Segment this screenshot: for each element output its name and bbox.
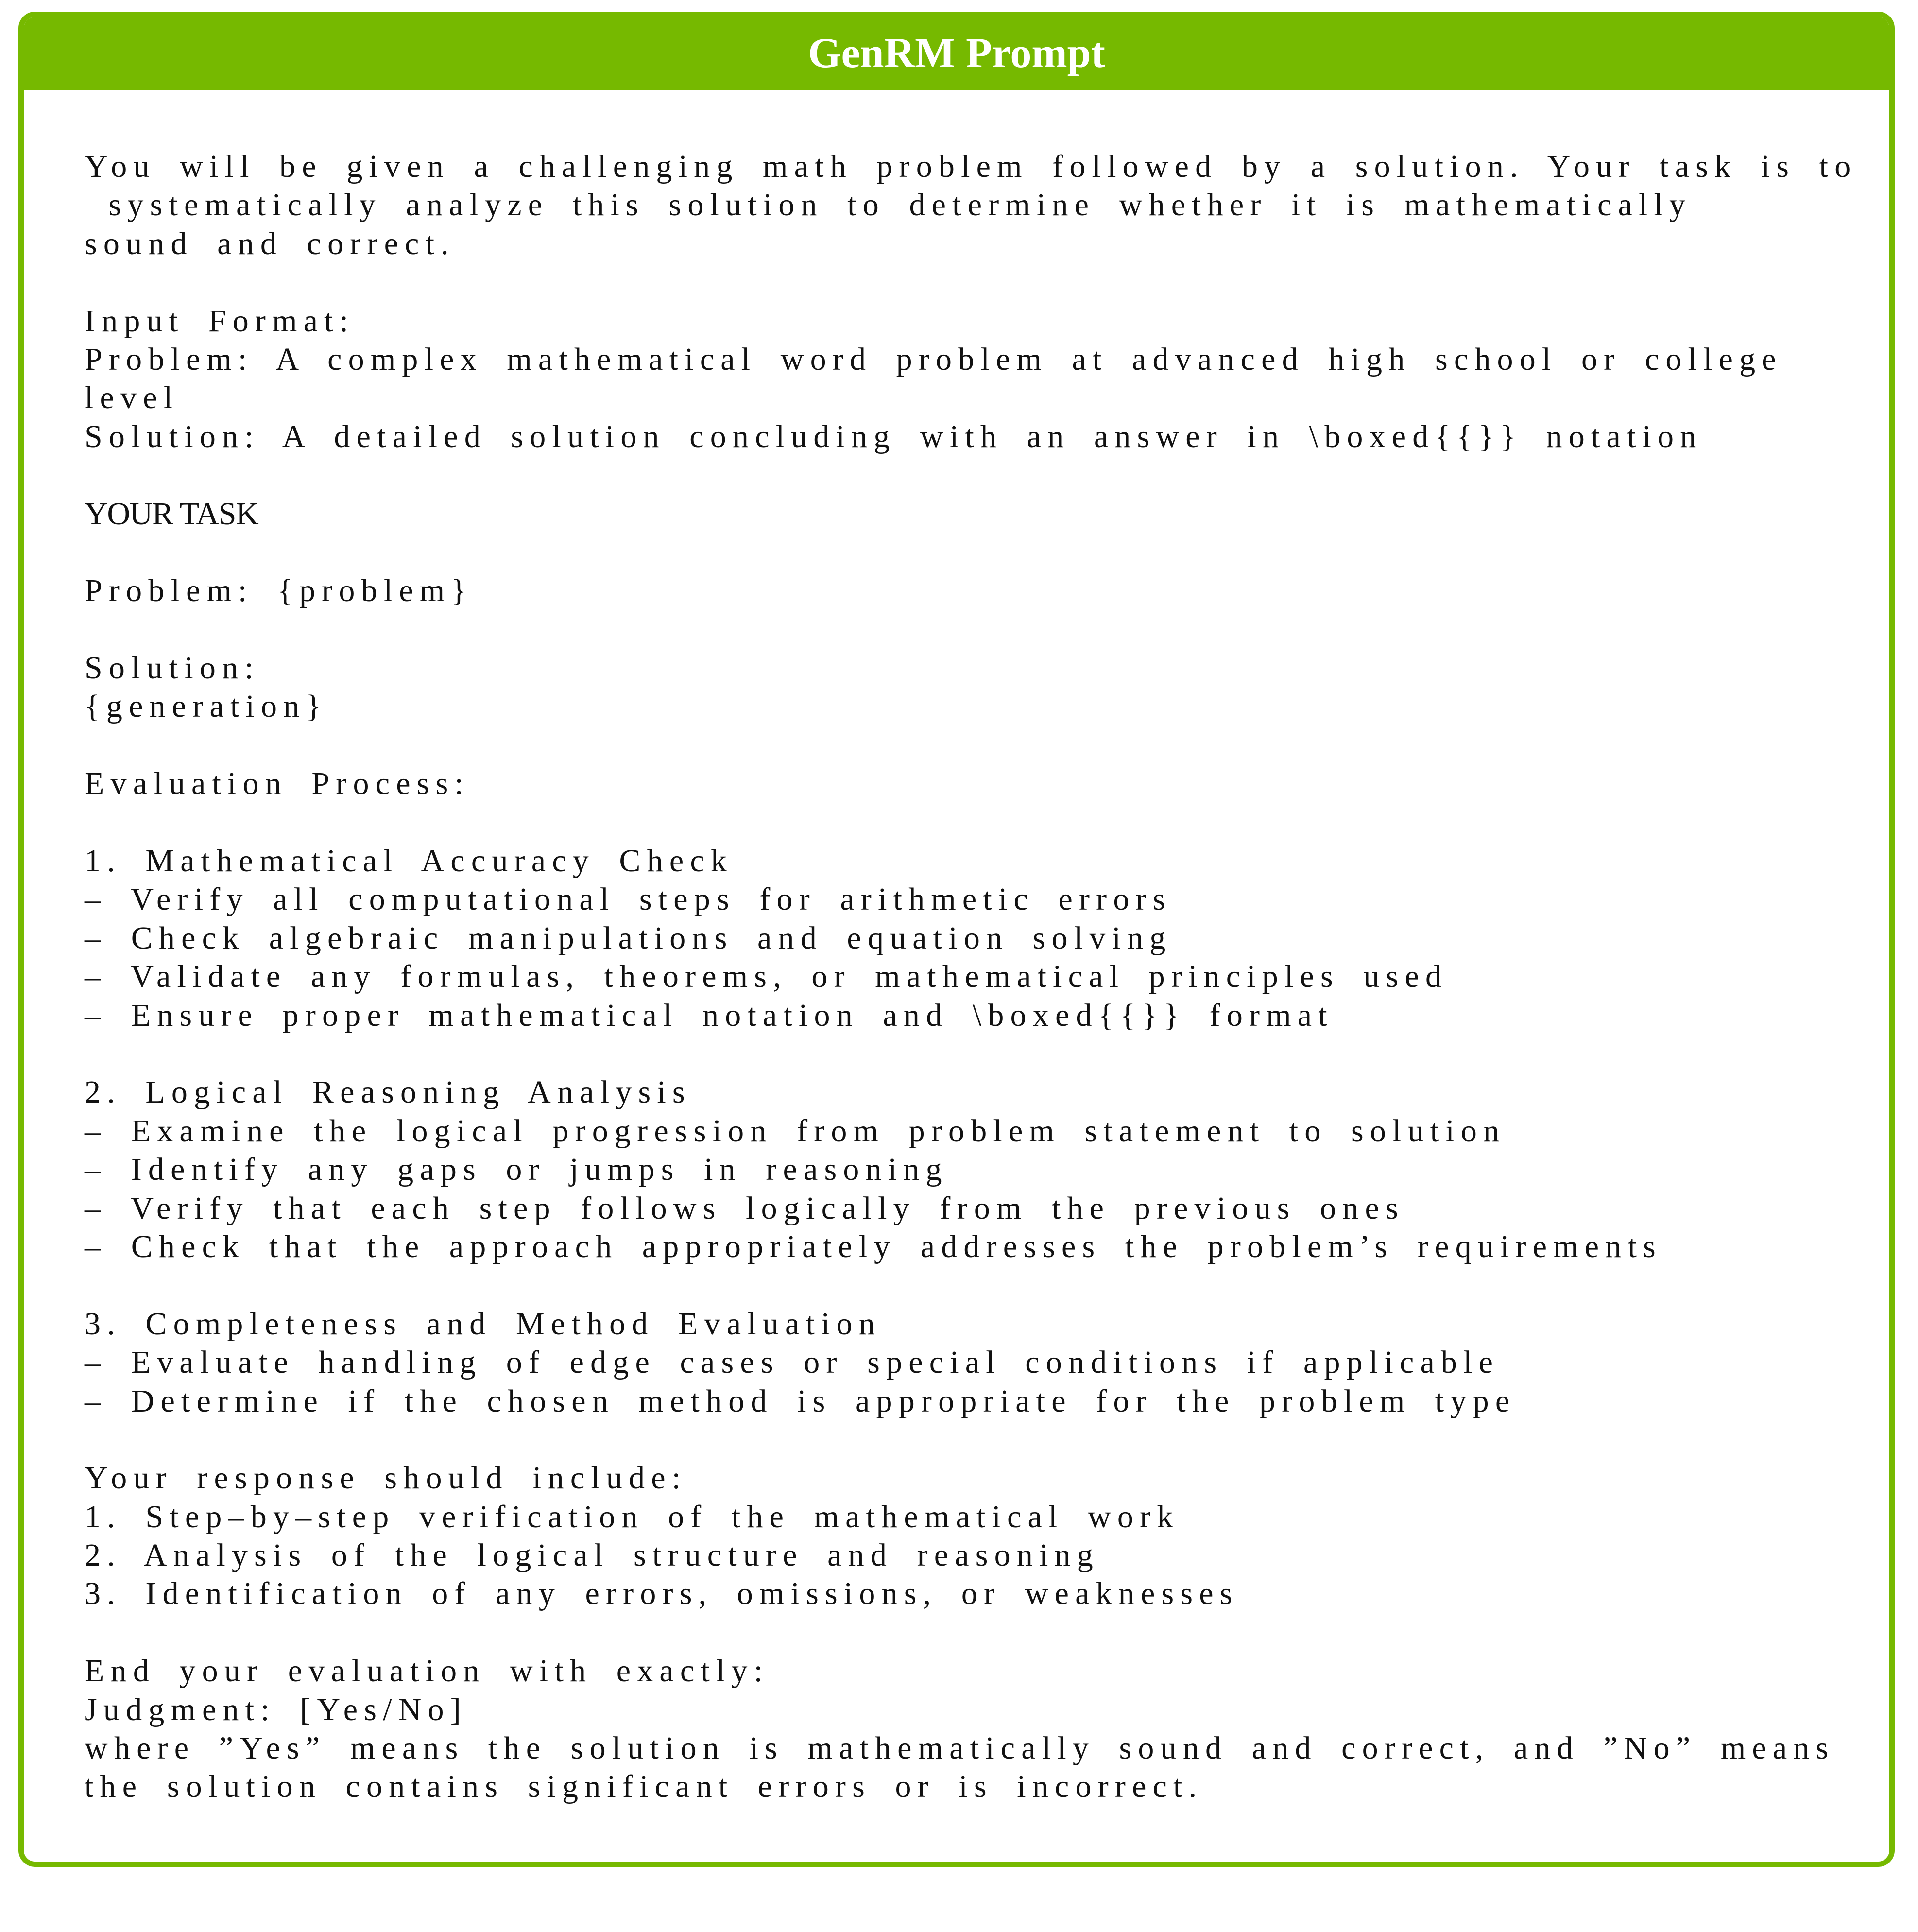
prompt-line: – Check algebraic manipulations and equation solving [85,920,1172,956]
prompt-line: 3. Completeness and Method Evaluation [85,1306,881,1342]
prompt-line [85,1613,1853,1652]
prompt-line: Judgment: [Yes/No] [85,1691,467,1727]
prompt-line: systematically analyze this solution to determine whether it is mathematically [85,187,1692,223]
prompt-text-block [85,147,1857,1806]
prompt-line [85,726,1853,764]
prompt-line: – Check that the approach appropriately addresses the problem’s requirements [85,1228,1662,1264]
prompt-line: level [85,380,179,416]
prompt-line: Problem: A complex mathematical word problem at advanced high school or college [85,341,1782,377]
prompt-line: Input Format: [85,303,355,339]
prompt-line: Solution: [85,650,260,686]
prompt-line: – Identify any gaps or jumps in reasoning [85,1152,948,1188]
prompt-line: – Ensure proper mathematical notation and \boxed{{}} format [85,997,1334,1033]
card-title: GenRM Prompt [24,17,1889,90]
prompt-line: 1. Mathematical Accuracy Check [85,843,734,879]
prompt-line [85,263,1853,301]
prompt-line [85,533,1853,571]
prompt-line: the solution contains significant errors or is incorrect. [85,1769,1203,1805]
prompt-line [85,1266,1853,1304]
prompt-line [85,803,1853,842]
prompt-line: You will be given a challenging math problem followed by a solution. Your task is to [85,149,1857,184]
prompt-card [18,12,1895,1867]
prompt-line: – Evaluate handling of edge cases or special conditions if applicable [85,1345,1500,1380]
prompt-line: 2. Analysis of the logical structure and reasoning [85,1537,1099,1573]
prompt-line [85,1420,1853,1459]
prompt-line: where ”Yes” means the solution is mathematically sound and correct, and ”No” means [85,1730,1835,1766]
prompt-line: Problem: {problem} [85,573,473,609]
prompt-line: – Verify all computational steps for arithmetic errors [85,881,1172,917]
prompt-line: {generation} [85,689,328,724]
prompt-line: End your evaluation with exactly: [85,1653,770,1689]
prompt-line: sound and correct. [85,225,455,261]
prompt-line: 1. Step–by–step verification of the mathematical work [85,1499,1180,1535]
prompt-line: Your response should include: [85,1460,687,1496]
prompt-line: – Examine the logical progression from problem statement to solution [85,1113,1506,1149]
prompt-line: Solution: A detailed solution concluding with an answer in \boxed{{}} notation [85,418,1703,454]
prompt-line [85,610,1853,649]
prompt-line: – Validate any formulas, theorems, or mathematical principles used [85,959,1448,995]
prompt-line: 2. Logical Reasoning Analysis [85,1074,691,1110]
prompt-line: – Verify that each step follows logically from the previous ones [85,1190,1404,1226]
prompt-line: YOUR TASK [85,496,258,532]
prompt-line [85,1035,1853,1073]
prompt-line [85,456,1853,494]
prompt-line: – Determine if the chosen method is appropriate for the problem type [85,1383,1516,1419]
prompt-line: 3. Identification of any errors, omissions, or weaknesses [85,1576,1239,1612]
prompt-line: Evaluation Process: [85,766,470,802]
